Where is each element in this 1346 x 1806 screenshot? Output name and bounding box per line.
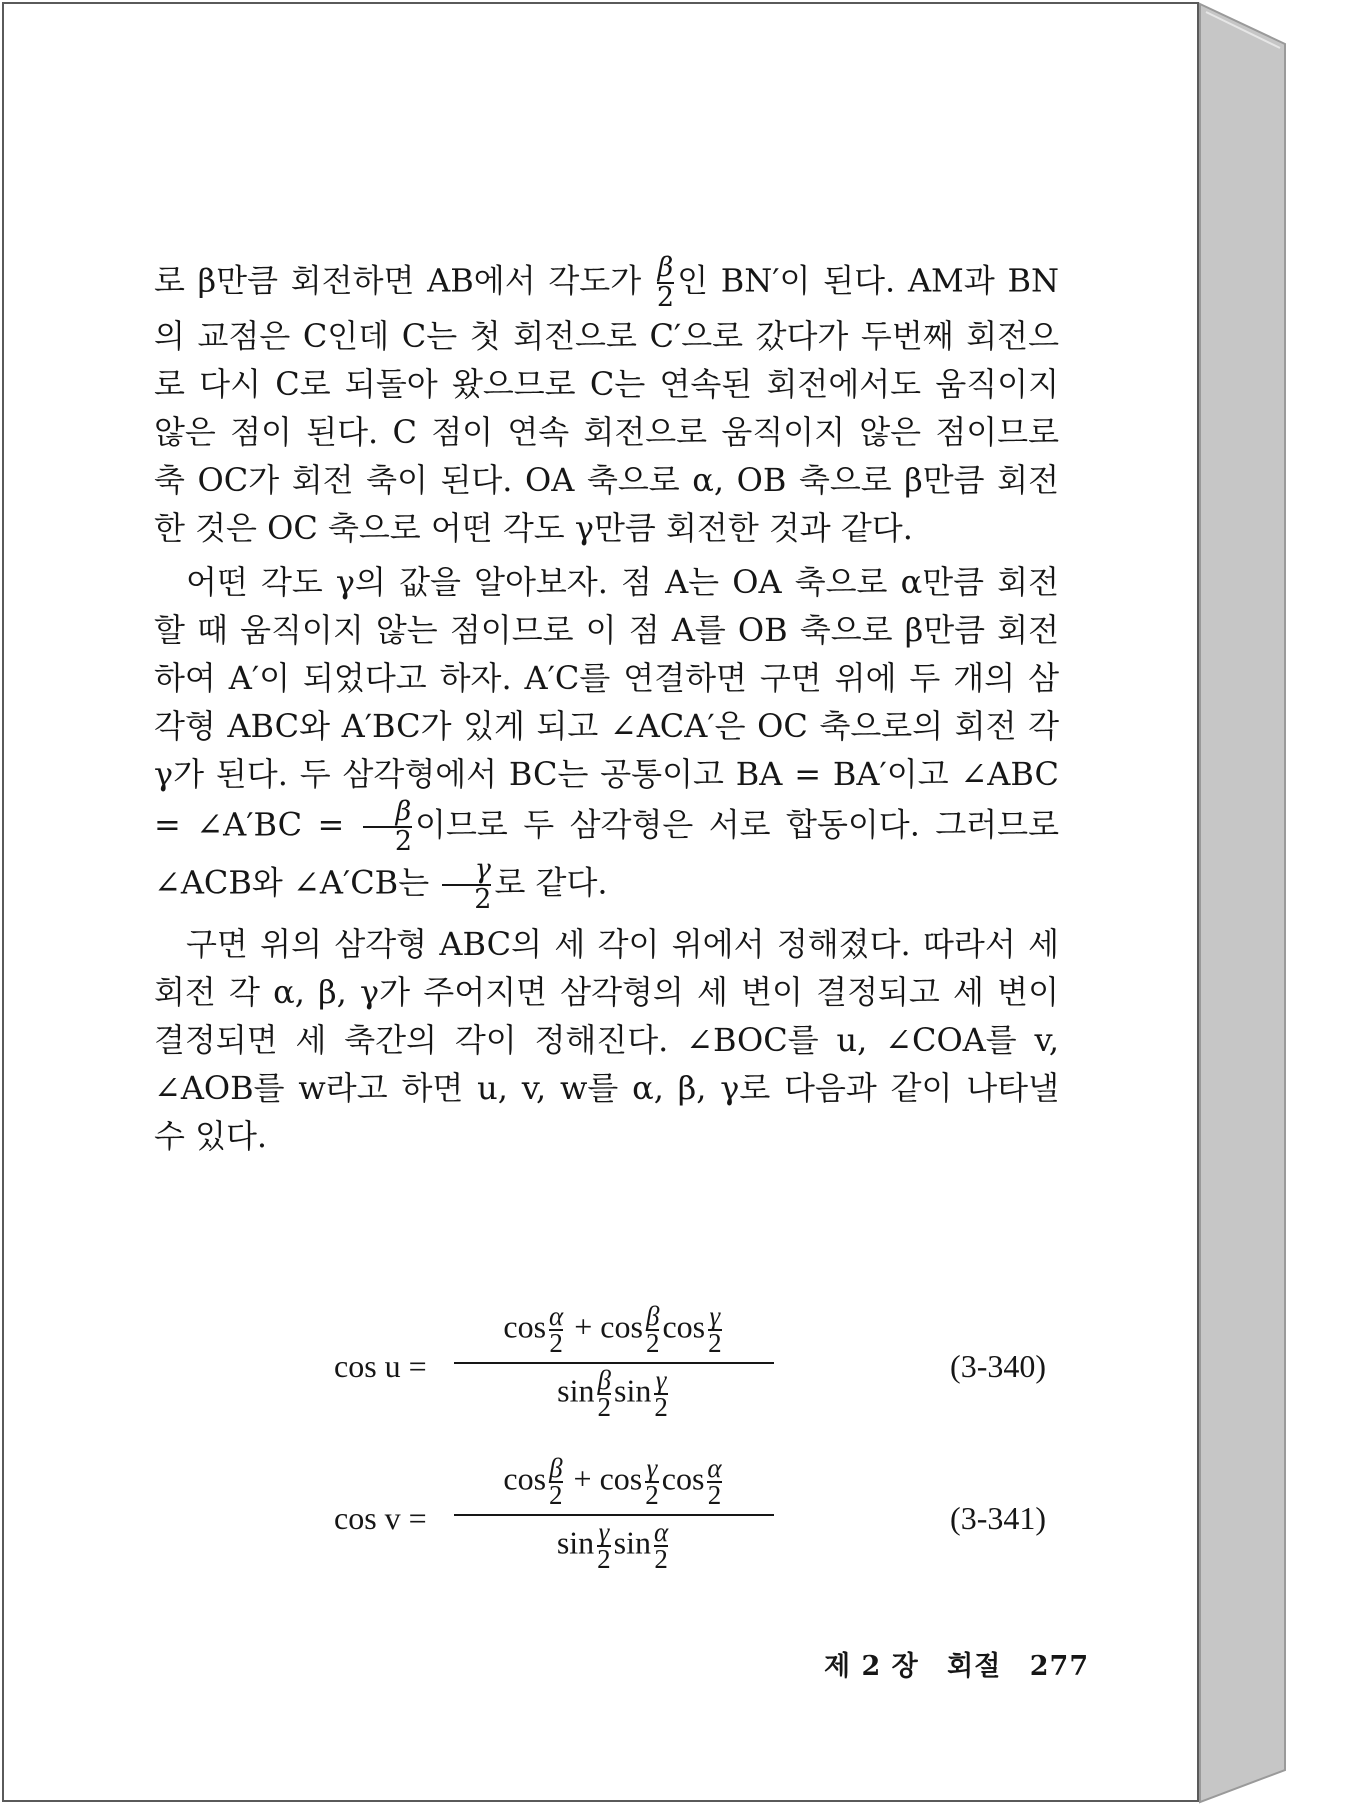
fraction-denominator: 2 [707, 1480, 722, 1510]
fraction-numerator: β [657, 252, 674, 283]
equation-denominator: sin $\frac{\beta}{2}$ sin $\frac{\gamma}{2}$ [557, 1365, 668, 1422]
fraction-denominator: 2 [597, 1544, 611, 1574]
fraction-denominator: 2 [708, 1328, 722, 1358]
fraction-numerator: γ [655, 1365, 667, 1395]
fraction-denominator: 2 [645, 1328, 660, 1358]
fraction-numerator: β [597, 1365, 611, 1395]
equation-denominator: sin $\frac{\gamma}{2}$ sin $\frac{\alpha}{2}$ [556, 1517, 669, 1574]
fraction-numerator: α [654, 1517, 669, 1547]
equation-number: (3-341) [950, 1500, 1046, 1536]
fraction-denominator: 2 [442, 884, 491, 914]
fraction-denominator: 2 [654, 1392, 668, 1422]
fraction-denominator: 2 [654, 1544, 668, 1574]
paragraph: 로 β만큼 회전하면 AB에서 각도가 $\frac{\beta}{2}$ 인 BN′이 된다. AM과 BN의 교점은 C인데 C는 첫 회전으로 C′으로 갔다가 두번째 회전으로 다시 C로 되돌아 왔으므로 C는 연속된 회전에서도 움직이지 않은 점이 된다. C 점이 연속 회전으로 움직이지 않은 점이므로 축 OC가 회전 축이 된다. OA 축으로 α, OB 축으로 β만큼 회전한 것은 OC 축으로 어떤 각도 γ만큼 회전한 것과 같다. [154, 252, 1060, 547]
paragraph: 구면 위의 삼각형 ABC의 세 각이 위에서 정해졌다. 따라서 세 회전 각 α, β, γ가 주어지면 삼각형의 세 변이 결정되고 세 변이 결정되면 세 축간의 각이 정해진다. ∠BOC를 u, ∠COA를 v, ∠AOB를 w라고 하면 u, v, w를 α, β, γ로 다음과 같이 나타낼 수 있다. [154, 925, 1059, 1155]
equation-numerator: cos $\frac{\alpha}{2}$ + cos $\frac{\beta}{2}$ cos $\frac{\gamma}{2}$ [503, 1301, 722, 1358]
fraction-denominator: 2 [549, 1328, 563, 1358]
equation-numerator: cos $\frac{\beta}{2}$ + cos $\frac{\gamma}{2}$ cos $\frac{\alpha}{2}$ [503, 1453, 722, 1510]
fraction-denominator: 2 [549, 1480, 563, 1510]
fraction-numerator: β [645, 1301, 660, 1331]
fraction-denominator: 2 [645, 1480, 659, 1510]
fraction-numerator: γ [709, 1301, 721, 1331]
fraction-numerator: α [549, 1301, 564, 1331]
equation-number: (3-340) [950, 1348, 1046, 1384]
fraction-numerator: γ [598, 1517, 610, 1547]
chapter-title: 회절 [947, 1651, 1002, 1682]
fraction-numerator: γ [474, 854, 491, 885]
fraction-numerator: γ [646, 1453, 658, 1483]
chapter-label: 제 2 장 [824, 1651, 919, 1682]
fraction-numerator: β [395, 796, 412, 827]
book-side-edge [1200, 4, 1285, 1802]
fraction-denominator: 2 [656, 282, 675, 313]
fraction-denominator: 2 [363, 826, 412, 856]
fraction-numerator: β [549, 1453, 563, 1483]
equation-lhs: cos v = [334, 1500, 427, 1536]
page-number: 277 [1029, 1651, 1090, 1682]
fraction-denominator: 2 [597, 1392, 611, 1422]
paragraph: 어떤 각도 γ의 값을 알아보자. 점 A는 OA 축으로 α만큼 회전할 때 움직이지 않는 점이므로 이 점 A를 OB 축으로 β만큼 회전하여 A′이 되었다고 하자. A′C를 연결하면 구면 위에 두 개의 삼각형 ABC와 A′BC가 있게 되고 ∠ACA′은 OC 축으로의 회전 각 γ가 된다. 두 삼각형에서 BC는 공통이고 BA = BA′이고 ∠ABC = ∠A′BC = $\frac{\beta}{2}$ 이므로 두 삼각형은 서로 합동이다. 그러므로 ∠ACB와 ∠A′CB는 $\frac{\gamma}{2}$ 로 같다. [154, 563, 1060, 915]
equation-lhs: cos u = [334, 1348, 427, 1384]
fraction-numerator: α [707, 1453, 722, 1483]
